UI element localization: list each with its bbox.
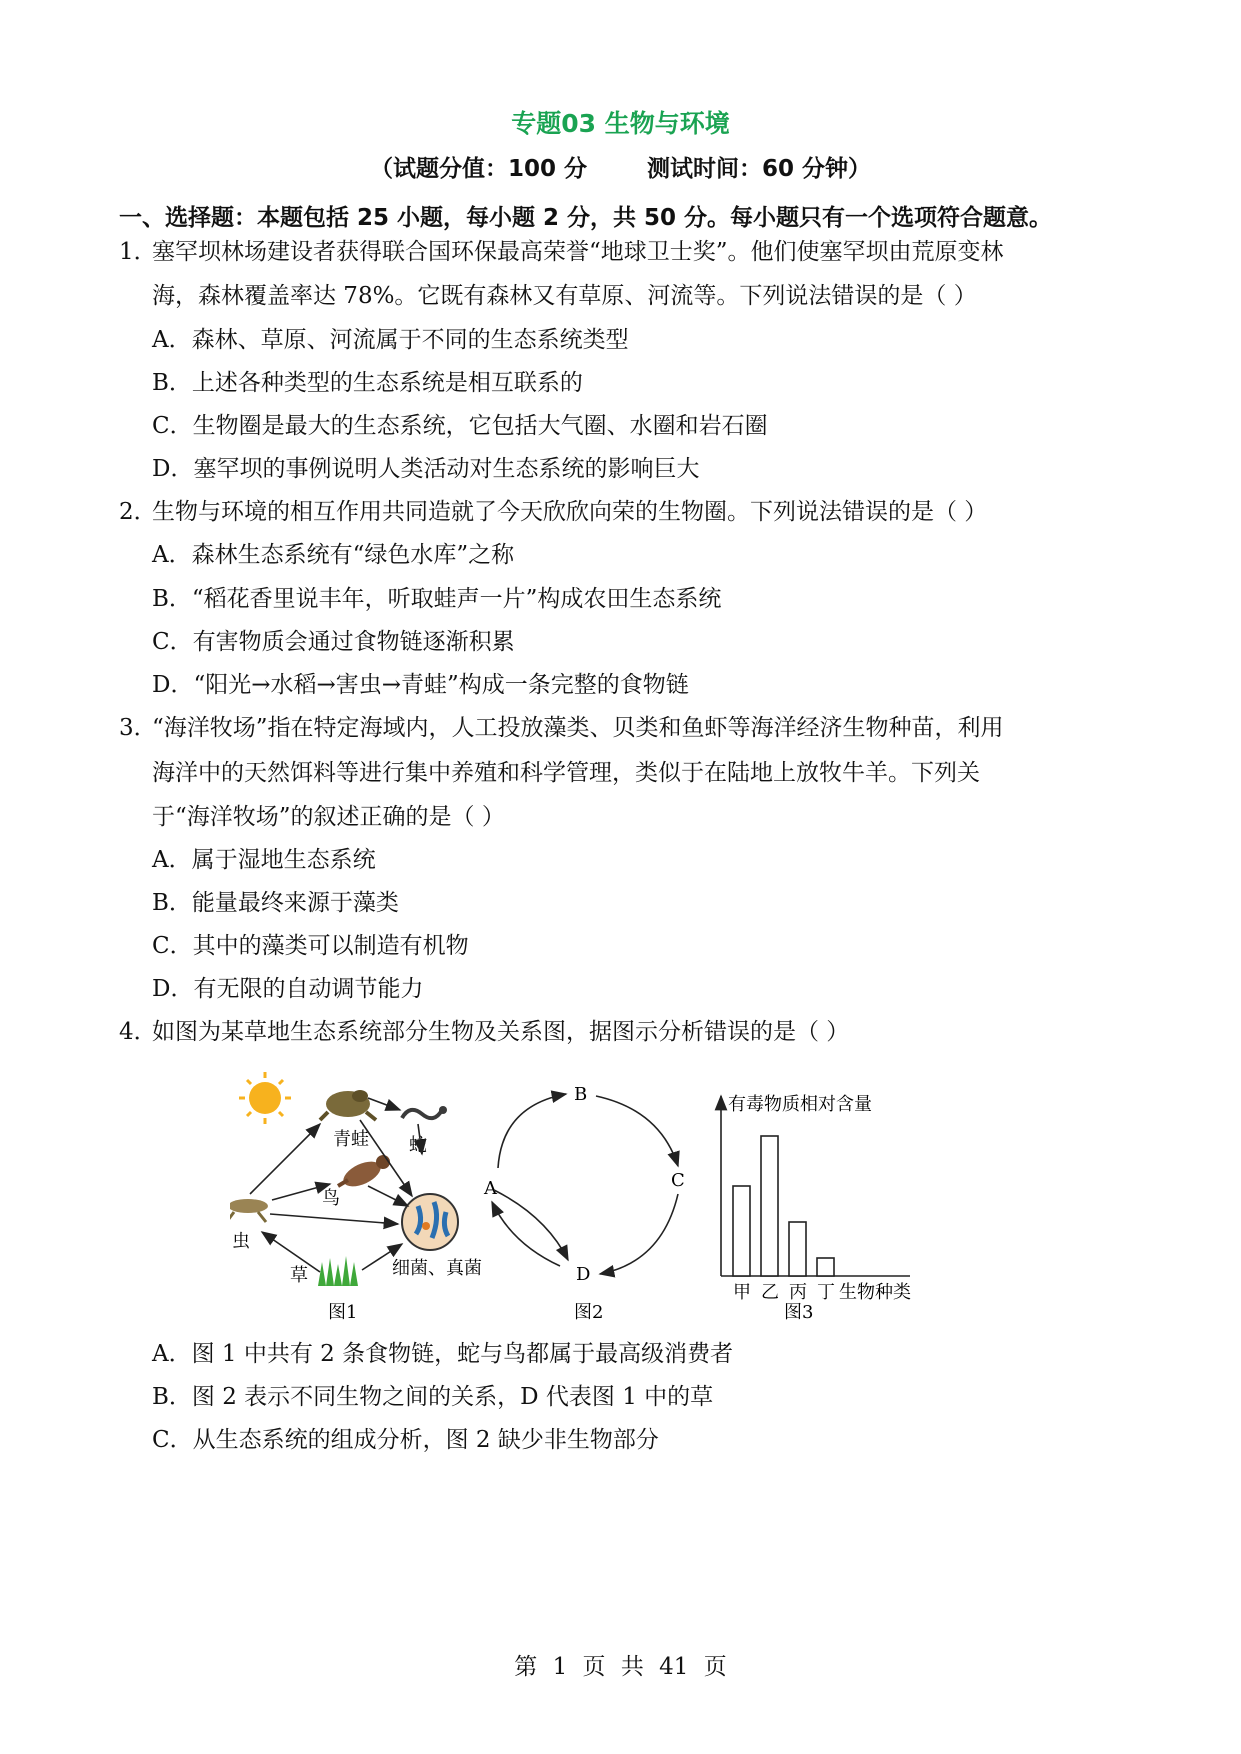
bird-label: 鸟	[322, 1188, 340, 1209]
question-number: 2．	[119, 499, 157, 525]
bird-icon	[338, 1155, 390, 1192]
question-text: 于“海洋牧场”的叙述正确的是（ ）	[152, 804, 505, 830]
footer-text: 页	[582, 1654, 606, 1680]
option-c: C．生物圈是最大的生态系统，它包括大气圈、水圈和岩石圈	[152, 413, 768, 439]
page-footer	[0, 1648, 1241, 1681]
option-c: C．其中的藻类可以制造有机物	[152, 933, 469, 959]
footer-text: 第	[514, 1654, 538, 1680]
option-c: C．有害物质会通过食物链逐渐积累	[152, 629, 515, 655]
bar-1	[761, 1136, 778, 1276]
question-text: 如图为某草地生态系统部分生物及关系图，据图示分析错误的是（ ）	[152, 1019, 850, 1045]
figure-caption: 图1	[328, 1302, 358, 1323]
grasshopper-icon	[230, 1199, 268, 1222]
grass-label: 草	[290, 1265, 308, 1286]
tick-label: 乙	[761, 1282, 779, 1303]
node-b: B	[574, 1084, 588, 1105]
option-b: B．能量最终来源于藻类	[152, 890, 399, 916]
grass-icon	[318, 1256, 358, 1286]
bar-0	[733, 1186, 750, 1276]
tick-label: 丙	[789, 1282, 807, 1303]
question-text: 海洋中的天然饵料等进行集中养殖和科学管理，类似于在陆地上放牧牛羊。下列关	[152, 760, 980, 786]
node-c: C	[671, 1170, 685, 1191]
figure-caption: 图2	[574, 1302, 604, 1323]
frog-icon	[320, 1090, 376, 1120]
bacteria-fungi-icon	[402, 1194, 458, 1250]
figure-caption: 图3	[784, 1302, 814, 1323]
tick-label: 甲	[733, 1282, 751, 1303]
y-axis-label: 有毒物质相对含量	[728, 1094, 872, 1115]
bar-3	[817, 1258, 834, 1276]
question-number: 3．	[119, 715, 157, 741]
option-a: A．图 1 中共有 2 条食物链，蛇与鸟都属于最高级消费者	[152, 1341, 734, 1367]
option-b: B．上述各种类型的生态系统是相互联系的	[152, 370, 583, 396]
section-heading: 一、选择题：本题包括 25 小题，每小题 2 分，共 50 分。每小题只有一个选项符合题意。	[119, 205, 1053, 231]
option-b: B．“稻花香里说丰年，听取蛙声一片”构成农田生态系统	[152, 586, 722, 612]
snake-label: 蛇	[409, 1135, 427, 1156]
node-d: D	[576, 1264, 591, 1285]
footer-text: 共	[620, 1654, 644, 1680]
option-a: A．属于湿地生态系统	[152, 847, 376, 873]
bar-chart-figure	[721, 1094, 911, 1323]
footer-text: 页	[703, 1654, 727, 1680]
question-number: 4．	[119, 1019, 157, 1045]
score-info: （试题分值：100 分	[369, 156, 587, 182]
insect-label: 虫	[232, 1231, 250, 1252]
node-a: A	[484, 1178, 497, 1199]
option-a: A．森林生态系统有“绿色水库”之称	[152, 542, 515, 568]
question-number: 1．	[119, 239, 157, 265]
option-b: B．图 2 表示不同生物之间的关系，D 代表图 1 中的草	[152, 1384, 714, 1410]
food-web-figure	[230, 1072, 482, 1323]
option-d: D．有无限的自动调节能力	[152, 976, 424, 1002]
option-d: D．“阳光→水稻→害虫→青蛙”构成一条完整的食物链	[152, 672, 689, 698]
cycle-figure	[483, 1084, 685, 1323]
bar-2	[789, 1222, 806, 1276]
question-text: “海洋牧场”指在特定海域内，人工投放藻类、贝类和鱼虾等海洋经济生物种苗，利用	[152, 715, 1004, 741]
question-text: 生物与环境的相互作用共同造就了今天欣欣向荣的生物圈。下列说法错误的是（ ）	[152, 499, 988, 525]
option-c: C．从生态系统的组成分析，图 2 缺少非生物部分	[152, 1427, 659, 1453]
exam-meta	[0, 150, 1241, 183]
total-pages: 41	[659, 1654, 689, 1680]
option-d: D．塞罕坝的事例说明人类活动对生态系统的影响巨大	[152, 456, 700, 482]
question-text: 塞罕坝林场建设者获得联合国环保最高荣誉“地球卫士奖”。他们使塞罕坝由荒原变林	[152, 239, 1004, 265]
x-axis-label: 生物种类	[839, 1282, 911, 1303]
question-figure	[230, 1066, 1030, 1356]
page-title: 专题03 生物与环境	[511, 109, 730, 138]
question-text: 海，森林覆盖率达 78%。它既有森林又有草原、河流等。下列说法错误的是（ ）	[152, 283, 977, 309]
decomposer-label: 细菌、真菌	[392, 1258, 482, 1279]
snake-icon	[402, 1106, 447, 1118]
time-info: 测试时间：60 分钟）	[647, 156, 872, 182]
page-number: 1	[552, 1654, 568, 1680]
sun-icon	[239, 1072, 291, 1124]
tick-label: 丁	[817, 1282, 835, 1303]
option-a: A．森林、草原、河流属于不同的生态系统类型	[152, 327, 629, 353]
frog-label: 青蛙	[333, 1129, 369, 1150]
